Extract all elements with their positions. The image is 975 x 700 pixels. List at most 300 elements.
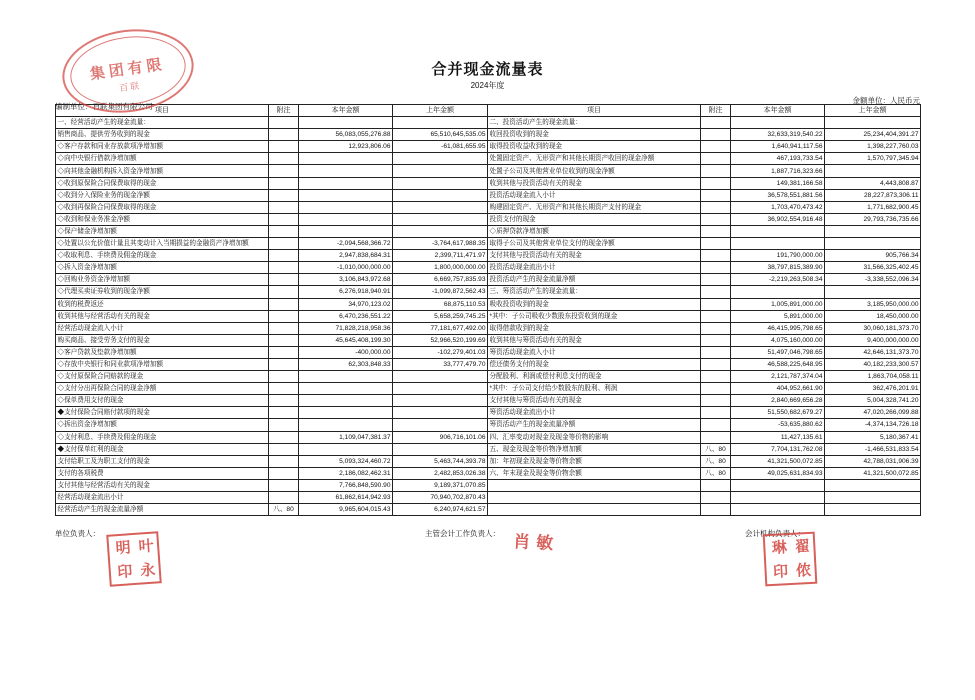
- row-previous-amount: 42,646,131,373.70: [825, 346, 921, 358]
- row-note: [269, 165, 299, 177]
- row-previous-amount: 30,060,181,373.70: [825, 322, 921, 334]
- table-row: [56, 286, 921, 298]
- row-previous-amount: -3,764,617,988.35: [393, 238, 488, 250]
- row-previous-amount: [825, 479, 921, 491]
- row-note: [701, 286, 731, 298]
- company-seal-text: 集团有限: [89, 56, 167, 84]
- table-row: [56, 419, 921, 431]
- row-current-amount: 62,303,848.33: [299, 358, 393, 370]
- row-current-amount: [299, 371, 393, 383]
- row-label: 投资支付的现金: [488, 213, 701, 225]
- row-current-amount: [731, 479, 825, 491]
- row-previous-amount: 3,185,950,000.00: [825, 298, 921, 310]
- row-label: *其中：子公司吸收少数股东投资收到的现金: [488, 310, 701, 322]
- row-current-amount: [731, 117, 825, 129]
- row-note: 八、80: [701, 467, 731, 479]
- row-note: [269, 262, 299, 274]
- table-row: [56, 467, 921, 479]
- row-note: [701, 250, 731, 262]
- row-current-amount: 41,321,500,072.85: [731, 455, 825, 467]
- row-note: [701, 358, 731, 370]
- col-previous-right: 上年金额: [825, 105, 921, 117]
- row-label: 收到其他与筹资活动有关的现金: [488, 334, 701, 346]
- row-note: [269, 334, 299, 346]
- row-label: 加：年初现金及现金等价物余额: [488, 455, 701, 467]
- row-previous-amount: -4,374,134,726.18: [825, 419, 921, 431]
- table-row: [56, 274, 921, 286]
- row-previous-amount: 9,400,000,000.00: [825, 334, 921, 346]
- row-note: [269, 395, 299, 407]
- row-note: [269, 346, 299, 358]
- row-label: ◇拆入资金净增加额: [56, 262, 269, 274]
- row-previous-amount: [393, 383, 488, 395]
- row-previous-amount: [825, 238, 921, 250]
- row-note: 八、80: [269, 504, 299, 516]
- row-current-amount: -2,219,263,508.34: [731, 274, 825, 286]
- cash-flow-table: [55, 104, 921, 516]
- row-previous-amount: [825, 286, 921, 298]
- row-note: [701, 165, 731, 177]
- row-previous-amount: [393, 443, 488, 455]
- row-note: [269, 407, 299, 419]
- row-current-amount: 1,005,891,000.00: [731, 298, 825, 310]
- table-row: [56, 250, 921, 262]
- row-current-amount: 46,588,225,648.95: [731, 358, 825, 370]
- row-label: ◇保单费用支付的现金: [56, 395, 269, 407]
- row-previous-amount: 1,570,797,345.94: [825, 153, 921, 165]
- row-current-amount: 149,381,166.58: [731, 177, 825, 189]
- row-current-amount: [731, 225, 825, 237]
- row-current-amount: 12,923,806.06: [299, 141, 393, 153]
- accounting-head-label: 会计机构负责人：: [745, 529, 805, 538]
- row-note: [269, 492, 299, 504]
- row-label: 支付给职工及为职工支付的现金: [56, 455, 269, 467]
- row-previous-amount: -1,099,872,562.43: [393, 286, 488, 298]
- row-label: [488, 492, 701, 504]
- row-note: [269, 225, 299, 237]
- row-previous-amount: 1,398,227,760.03: [825, 141, 921, 153]
- row-current-amount: 4,075,160,000.00: [731, 334, 825, 346]
- row-previous-amount: 6,240,974,621.57: [393, 504, 488, 516]
- row-current-amount: 6,470,236,551.22: [299, 310, 393, 322]
- table-row: [56, 165, 921, 177]
- row-previous-amount: 70,940,702,870.43: [393, 492, 488, 504]
- row-previous-amount: [393, 177, 488, 189]
- row-label: 支付其他与筹资活动有关的现金: [488, 395, 701, 407]
- row-current-amount: 7,704,131,762.08: [731, 443, 825, 455]
- col-previous-left: 上年金额: [393, 105, 488, 117]
- row-note: [701, 262, 731, 274]
- row-previous-amount: 905,766.34: [825, 250, 921, 262]
- row-current-amount: 191,790,000.00: [731, 250, 825, 262]
- row-current-amount: 56,083,055,276.88: [299, 129, 393, 141]
- row-previous-amount: 5,463,744,393.78: [393, 455, 488, 467]
- row-current-amount: 2,840,669,656.28: [731, 395, 825, 407]
- col-note-right: 附注: [701, 105, 731, 117]
- row-current-amount: 2,186,082,462.31: [299, 467, 393, 479]
- row-current-amount: 2,947,838,684.31: [299, 250, 393, 262]
- row-current-amount: 1,109,047,381.37: [299, 431, 393, 443]
- row-label: ◇支付原保险合同赔款的现金: [56, 371, 269, 383]
- row-previous-amount: 2,482,853,026.38: [393, 467, 488, 479]
- col-current-left: 本年金额: [299, 105, 393, 117]
- row-previous-amount: 4,443,808.87: [825, 177, 921, 189]
- row-current-amount: 467,193,733.54: [731, 153, 825, 165]
- row-note: [701, 117, 731, 129]
- row-previous-amount: 906,716,101.06: [393, 431, 488, 443]
- table-row: [56, 129, 921, 141]
- row-note: [269, 371, 299, 383]
- row-note: [701, 153, 731, 165]
- row-label: 六、年末现金及现金等价物余额: [488, 467, 701, 479]
- table-header-row: [56, 105, 921, 117]
- row-current-amount: 46,415,995,798.65: [731, 322, 825, 334]
- row-label: ◇支付利息、手续费及佣金的现金: [56, 431, 269, 443]
- row-current-amount: -53,635,880.62: [731, 419, 825, 431]
- chief-accountant-seal: 肖 敏: [512, 531, 554, 554]
- preparing-unit: 编制单位：百联集团有限公司: [55, 102, 153, 111]
- row-previous-amount: 68,875,110.53: [393, 298, 488, 310]
- row-current-amount: 6,276,918,940.91: [299, 286, 393, 298]
- row-previous-amount: 31,566,325,402.45: [825, 262, 921, 274]
- row-current-amount: [731, 504, 825, 516]
- row-note: [269, 298, 299, 310]
- row-note: [269, 443, 299, 455]
- row-current-amount: [299, 189, 393, 201]
- row-current-amount: [299, 225, 393, 237]
- table-row: [56, 346, 921, 358]
- row-note: [701, 238, 731, 250]
- row-label: ◇保户储金净增加额: [56, 225, 269, 237]
- row-note: [701, 419, 731, 431]
- row-note: [701, 141, 731, 153]
- row-current-amount: 2,121,787,374.04: [731, 371, 825, 383]
- accounting-head-seal: 琳 翟 印 侬: [763, 532, 818, 587]
- row-previous-amount: 18,450,000.00: [825, 310, 921, 322]
- row-note: [269, 286, 299, 298]
- row-note: [701, 274, 731, 286]
- row-previous-amount: [393, 189, 488, 201]
- row-current-amount: 32,633,319,540.22: [731, 129, 825, 141]
- row-note: [269, 201, 299, 213]
- row-note: [701, 177, 731, 189]
- row-note: [701, 334, 731, 346]
- row-note: [701, 431, 731, 443]
- table-row: [56, 310, 921, 322]
- company-seal-subtext: 百联: [118, 80, 142, 94]
- currency-unit: 金额单位：人民币元: [852, 96, 920, 105]
- row-previous-amount: [393, 117, 488, 129]
- row-current-amount: [731, 238, 825, 250]
- row-current-amount: 36,578,551,881.56: [731, 189, 825, 201]
- row-current-amount: 9,965,604,015.43: [299, 504, 393, 516]
- table-row: [56, 504, 921, 516]
- row-label: 支付其他与经营活动有关的现金: [56, 479, 269, 491]
- row-current-amount: 45,645,408,199.30: [299, 334, 393, 346]
- row-current-amount: 1,703,470,473.42: [731, 201, 825, 213]
- page-title: 合并现金流量表: [431, 61, 544, 78]
- row-note: [269, 419, 299, 431]
- table-row: [56, 492, 921, 504]
- row-previous-amount: 42,788,031,906.39: [825, 455, 921, 467]
- col-note-left: 附注: [269, 105, 299, 117]
- row-note: [701, 371, 731, 383]
- row-previous-amount: 65,510,645,535.05: [393, 129, 488, 141]
- row-label: 四、汇率变动对现金及现金等价物的影响: [488, 431, 701, 443]
- row-label: 分配股利、利润或偿付利息支付的现金: [488, 371, 701, 383]
- row-previous-amount: 77,181,677,492.00: [393, 322, 488, 334]
- table-row: [56, 225, 921, 237]
- row-label: 销售商品、提供劳务收到的现金: [56, 129, 269, 141]
- row-label: ◇收取利息、手续费及佣金的现金: [56, 250, 269, 262]
- row-previous-amount: -3,338,552,096.34: [825, 274, 921, 286]
- row-current-amount: 51,550,682,679.27: [731, 407, 825, 419]
- row-note: [701, 322, 731, 334]
- row-note: [269, 467, 299, 479]
- row-note: 八、80: [701, 455, 731, 467]
- row-previous-amount: [393, 407, 488, 419]
- row-current-amount: [299, 419, 393, 431]
- row-previous-amount: 40,182,233,300.57: [825, 358, 921, 370]
- row-note: [269, 250, 299, 262]
- row-current-amount: [299, 201, 393, 213]
- row-label: 取得投资收益收到的现金: [488, 141, 701, 153]
- row-label: 一、经营活动产生的现金流量：: [56, 117, 269, 129]
- row-previous-amount: -61,081,655.95: [393, 141, 488, 153]
- row-label: ◇拆出资金净增加额: [56, 419, 269, 431]
- row-label: 收到其他与投资活动有关的现金: [488, 177, 701, 189]
- row-previous-amount: [825, 504, 921, 516]
- row-note: [269, 358, 299, 370]
- table-row: [56, 407, 921, 419]
- row-label: [488, 504, 701, 516]
- row-current-amount: 38,797,815,389.90: [731, 262, 825, 274]
- row-note: [701, 298, 731, 310]
- table-row: [56, 213, 921, 225]
- row-current-amount: [731, 492, 825, 504]
- table-row: [56, 177, 921, 189]
- table-row: [56, 479, 921, 491]
- row-note: [269, 153, 299, 165]
- row-label: 经营活动产生的现金流量净额: [56, 504, 269, 516]
- table-row: [56, 358, 921, 370]
- row-note: 八、80: [701, 443, 731, 455]
- row-current-amount: [299, 407, 393, 419]
- report-period: 2024年度: [470, 81, 505, 90]
- row-note: [269, 274, 299, 286]
- row-previous-amount: 5,004,328,741.20: [825, 395, 921, 407]
- row-label: 经营活动现金流入小计: [56, 322, 269, 334]
- row-previous-amount: [393, 153, 488, 165]
- row-note: [701, 383, 731, 395]
- row-note: [701, 129, 731, 141]
- row-note: [701, 189, 731, 201]
- row-previous-amount: 25,234,404,391.27: [825, 129, 921, 141]
- row-note: [269, 117, 299, 129]
- row-note: [701, 395, 731, 407]
- row-note: [701, 213, 731, 225]
- row-note: [269, 177, 299, 189]
- row-current-amount: 404,952,661.90: [731, 383, 825, 395]
- row-label: 二、投资活动产生的现金流量：: [488, 117, 701, 129]
- table-row: [56, 431, 921, 443]
- row-previous-amount: [393, 395, 488, 407]
- row-label: ◇质押贷款净增加额: [488, 225, 701, 237]
- row-current-amount: [299, 165, 393, 177]
- row-current-amount: [299, 153, 393, 165]
- row-previous-amount: [393, 213, 488, 225]
- row-previous-amount: -1,466,531,833.54: [825, 443, 921, 455]
- row-note: [701, 225, 731, 237]
- table-row: [56, 322, 921, 334]
- row-label: 处置固定资产、无形资产和其他长期资产收回的现金净额: [488, 153, 701, 165]
- row-current-amount: 51,497,046,798.65: [731, 346, 825, 358]
- row-label: ◇向中央银行借款净增加额: [56, 153, 269, 165]
- row-note: [269, 213, 299, 225]
- row-previous-amount: [393, 419, 488, 431]
- col-item-left: 项目: [56, 105, 269, 117]
- row-label: 收到其他与经营活动有关的现金: [56, 310, 269, 322]
- row-label: 偿还债务支付的现金: [488, 358, 701, 370]
- row-note: [701, 479, 731, 491]
- chief-accountant-label: 主管会计工作负责人：: [425, 529, 500, 538]
- row-label: 经营活动现金流出小计: [56, 492, 269, 504]
- row-note: [269, 455, 299, 467]
- row-label: 筹资活动现金流出小计: [488, 407, 701, 419]
- row-label: ◇向其他金融机构拆入资金净增加额: [56, 165, 269, 177]
- row-previous-amount: [393, 225, 488, 237]
- row-label: ◇收到原保险合同保费取得的现金: [56, 177, 269, 189]
- row-label: ◇收到和保业务准金净额: [56, 213, 269, 225]
- table-row: [56, 443, 921, 455]
- row-label: 筹资活动现金流入小计: [488, 346, 701, 358]
- row-current-amount: 34,970,123.02: [299, 298, 393, 310]
- row-current-amount: -1,010,000,000.00: [299, 262, 393, 274]
- table-row: [56, 334, 921, 346]
- col-current-right: 本年金额: [731, 105, 825, 117]
- row-note: [269, 431, 299, 443]
- row-current-amount: 1,640,941,117.56: [731, 141, 825, 153]
- table-row: [56, 201, 921, 213]
- row-previous-amount: 9,189,371,070.85: [393, 479, 488, 491]
- row-current-amount: 5,891,000.00: [731, 310, 825, 322]
- table-row: [56, 383, 921, 395]
- row-note: [269, 310, 299, 322]
- table-row: [56, 153, 921, 165]
- table-row: [56, 238, 921, 250]
- legal-representative-label: 单位负责人：: [55, 529, 100, 538]
- col-item-right: 项目: [488, 105, 701, 117]
- row-current-amount: 71,828,218,958.36: [299, 322, 393, 334]
- row-note: [701, 201, 731, 213]
- row-previous-amount: 6,669,757,835.93: [393, 274, 488, 286]
- row-previous-amount: 2,399,711,471.97: [393, 250, 488, 262]
- row-label: 取得子公司及其他营业单位支付的现金净额: [488, 238, 701, 250]
- table-row: [56, 189, 921, 201]
- row-note: [269, 189, 299, 201]
- table-row: [56, 371, 921, 383]
- row-label: 收回投资收到的现金: [488, 129, 701, 141]
- table-row: [56, 298, 921, 310]
- row-previous-amount: 28,227,873,306.11: [825, 189, 921, 201]
- row-previous-amount: [825, 492, 921, 504]
- row-previous-amount: 5,658,259,745.25: [393, 310, 488, 322]
- row-note: [269, 479, 299, 491]
- table-row: [56, 141, 921, 153]
- row-current-amount: 11,427,135.61: [731, 431, 825, 443]
- row-label: ◇代理买卖证券收到的现金净额: [56, 286, 269, 298]
- row-note: [269, 322, 299, 334]
- row-previous-amount: 1,771,682,900.45: [825, 201, 921, 213]
- row-current-amount: [299, 395, 393, 407]
- row-label: 处置子公司及其他营业单位收到的现金净额: [488, 165, 701, 177]
- table-row: [56, 455, 921, 467]
- row-previous-amount: [825, 117, 921, 129]
- row-current-amount: -2,094,568,366.72: [299, 238, 393, 250]
- row-previous-amount: [393, 165, 488, 177]
- row-label: ◇客户存款和同业存放款项净增加额: [56, 141, 269, 153]
- row-label: 投资活动产生的现金流量净额: [488, 274, 701, 286]
- row-current-amount: 5,093,324,460.72: [299, 455, 393, 467]
- row-current-amount: 1,887,716,323.66: [731, 165, 825, 177]
- row-previous-amount: 1,800,000,000.00: [393, 262, 488, 274]
- row-current-amount: 36,902,554,916.48: [731, 213, 825, 225]
- row-label: 购买商品、接受劳务支付的现金: [56, 334, 269, 346]
- row-current-amount: -400,000.00: [299, 346, 393, 358]
- row-note: [701, 407, 731, 419]
- row-label: 筹资活动产生的现金流量净额: [488, 419, 701, 431]
- row-label: 支付的各项税费: [56, 467, 269, 479]
- row-label: 支付其他与投资活动有关的现金: [488, 250, 701, 262]
- row-label: ◇支付分出再保险合同的现金净额: [56, 383, 269, 395]
- row-label: [488, 479, 701, 491]
- row-previous-amount: [825, 225, 921, 237]
- row-current-amount: 3,106,843,972.68: [299, 274, 393, 286]
- row-current-amount: 49,025,631,834.93: [731, 467, 825, 479]
- row-previous-amount: [393, 201, 488, 213]
- row-previous-amount: 29,793,736,735.66: [825, 213, 921, 225]
- row-label: ◆支付保险合同赔付款项的现金: [56, 407, 269, 419]
- row-current-amount: [299, 443, 393, 455]
- row-current-amount: [299, 213, 393, 225]
- table-row: [56, 262, 921, 274]
- row-label: 五、现金及现金等价物净增加额: [488, 443, 701, 455]
- row-current-amount: [299, 177, 393, 189]
- row-current-amount: [299, 383, 393, 395]
- row-note: [701, 504, 731, 516]
- row-current-amount: 61,862,614,942.93: [299, 492, 393, 504]
- row-previous-amount: 41,321,500,072.85: [825, 467, 921, 479]
- row-label: ◇收到分入保险业务的现金净额: [56, 189, 269, 201]
- row-label: ◇收到再保险合同保费取得的现金: [56, 201, 269, 213]
- row-note: [701, 346, 731, 358]
- legal-representative-seal: 明 叶 印 永: [106, 531, 162, 587]
- row-previous-amount: -102,279,401.03: [393, 346, 488, 358]
- row-previous-amount: 33,777,479.70: [393, 358, 488, 370]
- row-note: [269, 129, 299, 141]
- row-previous-amount: 362,476,201.91: [825, 383, 921, 395]
- table-body: [56, 117, 921, 516]
- row-previous-amount: 47,020,266,099.88: [825, 407, 921, 419]
- row-label: 购建固定资产、无形资产和其他长期资产支付的现金: [488, 201, 701, 213]
- row-label: 投资活动现金流入小计: [488, 189, 701, 201]
- row-label: *其中：子公司支付给少数股东的股利、利润: [488, 383, 701, 395]
- row-label: 吸收投资收到的现金: [488, 298, 701, 310]
- row-label: 投资活动现金流出小计: [488, 262, 701, 274]
- row-label: ◆支付保单红利的现金: [56, 443, 269, 455]
- row-current-amount: [731, 286, 825, 298]
- row-label: ◇客户贷款及垫款净增加额: [56, 346, 269, 358]
